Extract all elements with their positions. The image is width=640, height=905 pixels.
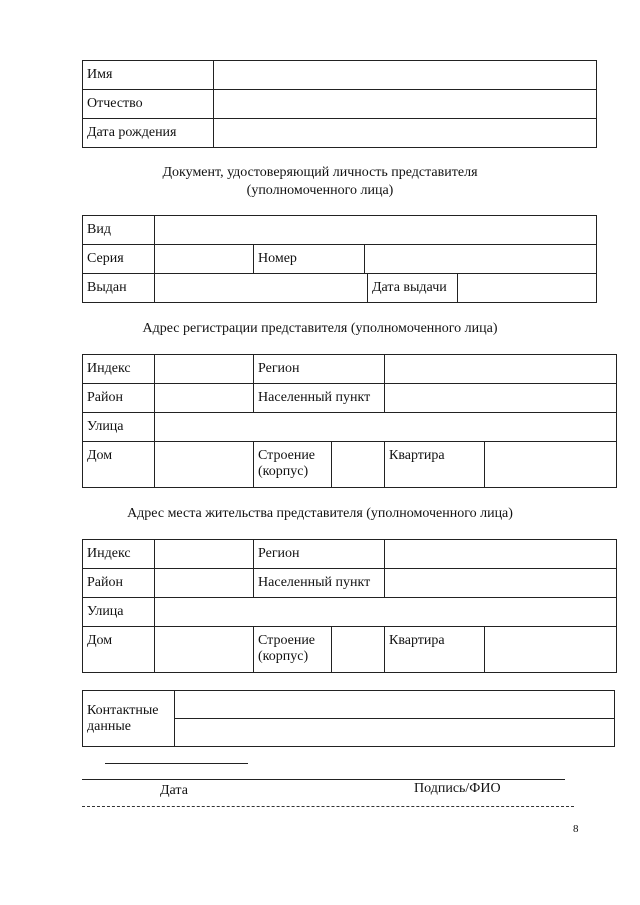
reg-index-label: Индекс [83, 355, 155, 384]
reg-locality-label: Населенный пункт [254, 384, 385, 413]
issued-by-field[interactable] [155, 274, 368, 303]
reg-district-field[interactable] [155, 384, 254, 413]
res-district-label: Район [83, 569, 155, 598]
patronymic-label: Отчество [83, 90, 214, 119]
reg-building-label: Строение (корпус) [254, 442, 332, 488]
issue-date-label: Дата выдачи [368, 274, 458, 303]
reg-region-field[interactable] [385, 355, 617, 384]
series-label: Серия [83, 245, 155, 274]
reg-locality-field[interactable] [385, 384, 617, 413]
dashed-cut-line [82, 806, 574, 807]
residence-address-table [82, 539, 617, 673]
birth-date-label: Дата рождения [83, 119, 214, 148]
res-building-label: Строение (корпус) [254, 627, 332, 673]
contacts-field-1[interactable] [175, 691, 615, 719]
series-field[interactable] [155, 245, 254, 274]
reg-street-field[interactable] [155, 413, 617, 442]
id-document-table [82, 215, 597, 303]
id-document-heading-line1: Документ, удостоверяющий личность представителя [162, 165, 478, 180]
res-region-field[interactable] [385, 540, 617, 569]
short-signature-line [105, 763, 248, 764]
personal-data-table [82, 60, 597, 148]
res-street-field[interactable] [155, 598, 617, 627]
res-building-field[interactable] [332, 627, 385, 673]
reg-region-label: Регион [254, 355, 385, 384]
reg-apartment-label: Квартира [385, 442, 485, 488]
res-locality-field[interactable] [385, 569, 617, 598]
date-label: Дата [160, 783, 188, 798]
contacts-table [82, 690, 615, 747]
document-type-label: Вид [83, 216, 155, 245]
date-signature-line[interactable] [82, 779, 565, 780]
reg-index-field[interactable] [155, 355, 254, 384]
res-locality-label: Населенный пункт [254, 569, 385, 598]
reg-apartment-field[interactable] [485, 442, 617, 488]
res-apartment-field[interactable] [485, 627, 617, 673]
reg-district-label: Район [83, 384, 155, 413]
res-apartment-label: Квартира [385, 627, 485, 673]
res-index-label: Индекс [83, 540, 155, 569]
reg-building-field[interactable] [332, 442, 385, 488]
res-house-field[interactable] [155, 627, 254, 673]
first-name-field[interactable] [214, 61, 597, 90]
registration-address-table [82, 354, 617, 488]
registration-address-heading: Адрес регистрации представителя (уполномоченного лица) [142, 321, 498, 336]
res-index-field[interactable] [155, 540, 254, 569]
issued-by-label: Выдан [83, 274, 155, 303]
res-district-field[interactable] [155, 569, 254, 598]
reg-street-label: Улица [83, 413, 155, 442]
res-region-label: Регион [254, 540, 385, 569]
page-number: 8 [573, 823, 579, 835]
id-document-heading-line2: (уполномоченного лица) [246, 183, 394, 198]
signature-label: Подпись/ФИО [414, 781, 501, 796]
res-street-label: Улица [83, 598, 155, 627]
number-field[interactable] [365, 245, 597, 274]
reg-house-field[interactable] [155, 442, 254, 488]
number-label: Номер [254, 245, 365, 274]
first-name-label: Имя [83, 61, 214, 90]
reg-house-label: Дом [83, 442, 155, 488]
patronymic-field[interactable] [214, 90, 597, 119]
contacts-field-2[interactable] [175, 719, 615, 747]
residence-address-heading: Адрес места жительства представителя (уполномоченного лица) [127, 506, 513, 521]
birth-date-field[interactable] [214, 119, 597, 148]
issue-date-field[interactable] [458, 274, 597, 303]
contacts-label: Контактные данные [83, 691, 175, 747]
res-house-label: Дом [83, 627, 155, 673]
document-type-field[interactable] [155, 216, 597, 245]
